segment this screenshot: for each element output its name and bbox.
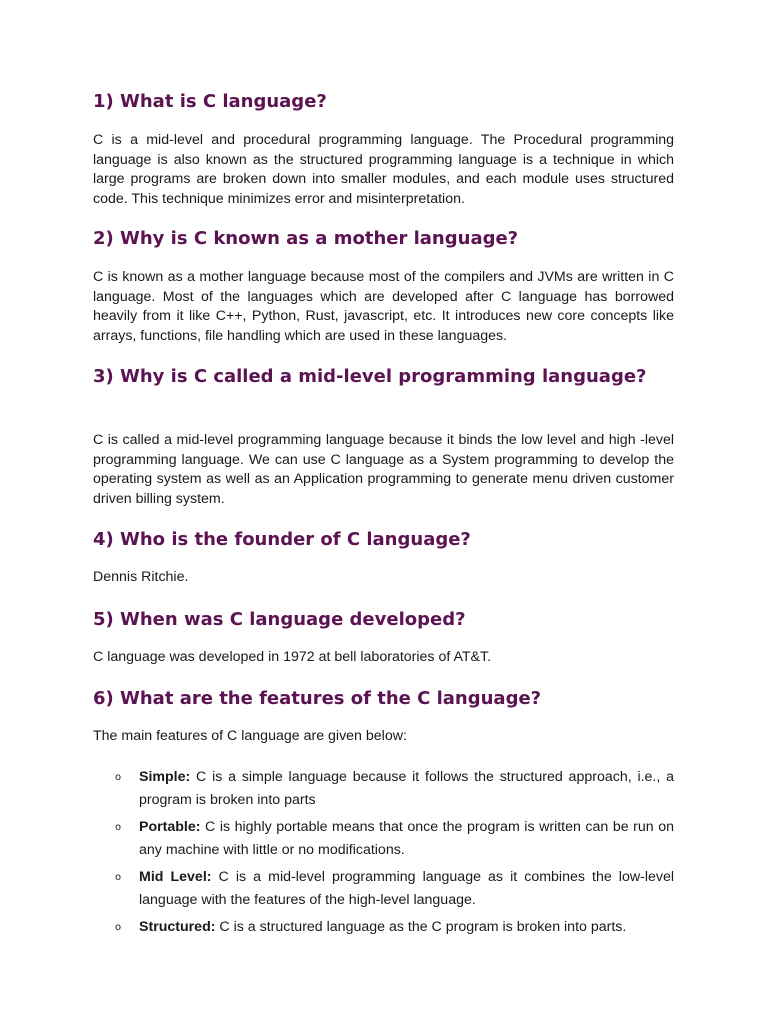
answer-4 — [93, 568, 674, 588]
question-6 — [93, 686, 674, 712]
feature-description: C is a structured language as the C program is broken into parts. — [215, 919, 627, 935]
question-title: 4) Who is the founder of C language? — [93, 529, 471, 550]
answer-2 — [93, 268, 674, 346]
answer-6 — [93, 727, 674, 747]
question-title: 5) When was C language developed? — [93, 609, 466, 630]
question-title: 6) What are the features of the C language? — [93, 688, 542, 709]
answer-text: The main features of C language are given below: — [93, 728, 407, 744]
answer-text: C is called a mid-level programming language because it binds the low level and high -level programming language. We can use C language as a System programming to develop the operating system as well as an Application programming to generate menu driven customer driven billing system. — [93, 432, 674, 507]
answer-text: Dennis Ritchie. — [93, 569, 189, 585]
question-title: 3) Why is C called a mid-level programming language? — [93, 366, 647, 387]
question-title: 1) What is C language? — [93, 91, 327, 112]
answer-3 — [93, 431, 674, 509]
question-3 — [93, 364, 674, 390]
answer-text: C is known as a mother language because most of the compilers and JVMs are written in C language. Most of the languages which are developed after C language has borrowed heavily from it like C++, Python, Rust, javascript, etc. It introduces new core concepts like arrays, functions, file handling which are used in these languages. — [93, 269, 674, 344]
bullet-icon: o — [115, 772, 122, 783]
bullet-icon: o — [115, 822, 122, 833]
bullet-icon: o — [115, 922, 122, 933]
feature-description: C is a simple language because it follows the structured approach, i.e., a program is broken into parts — [139, 769, 674, 808]
feature-description: C is highly portable means that once the program is written can be run on any machine with little or no modifications. — [139, 819, 674, 858]
question-5 — [93, 607, 674, 633]
answer-text: C is a mid-level and procedural programming language. The Procedural programming language is also known as the structured programming language is a technique in which large programs are broken down into smaller modules, and each module uses structured code. This technique minimizes error and misinterpretation. — [93, 132, 674, 207]
question-2 — [93, 226, 674, 252]
answer-text: C language was developed in 1972 at bell laboratories of AT&T. — [93, 649, 492, 665]
bullet-icon: o — [115, 872, 122, 883]
list-item — [93, 866, 674, 912]
question-title: 2) Why is C known as a mother language? — [93, 228, 519, 249]
feature-term: Mid Level: — [139, 869, 212, 885]
feature-term: Simple: — [139, 769, 191, 785]
feature-description: C is a mid-level programming language as it combines the low-level language with the features of the high-level language. — [139, 869, 674, 908]
answer-5 — [93, 648, 674, 668]
answer-1 — [93, 131, 674, 209]
question-4 — [93, 527, 674, 553]
feature-term: Portable: — [139, 819, 201, 835]
list-item — [93, 916, 674, 939]
list-item — [93, 816, 674, 862]
list-item — [93, 766, 674, 812]
feature-term: Structured: — [139, 919, 216, 935]
features-list-block — [93, 766, 674, 943]
features-list — [93, 766, 674, 939]
question-1 — [93, 89, 674, 115]
